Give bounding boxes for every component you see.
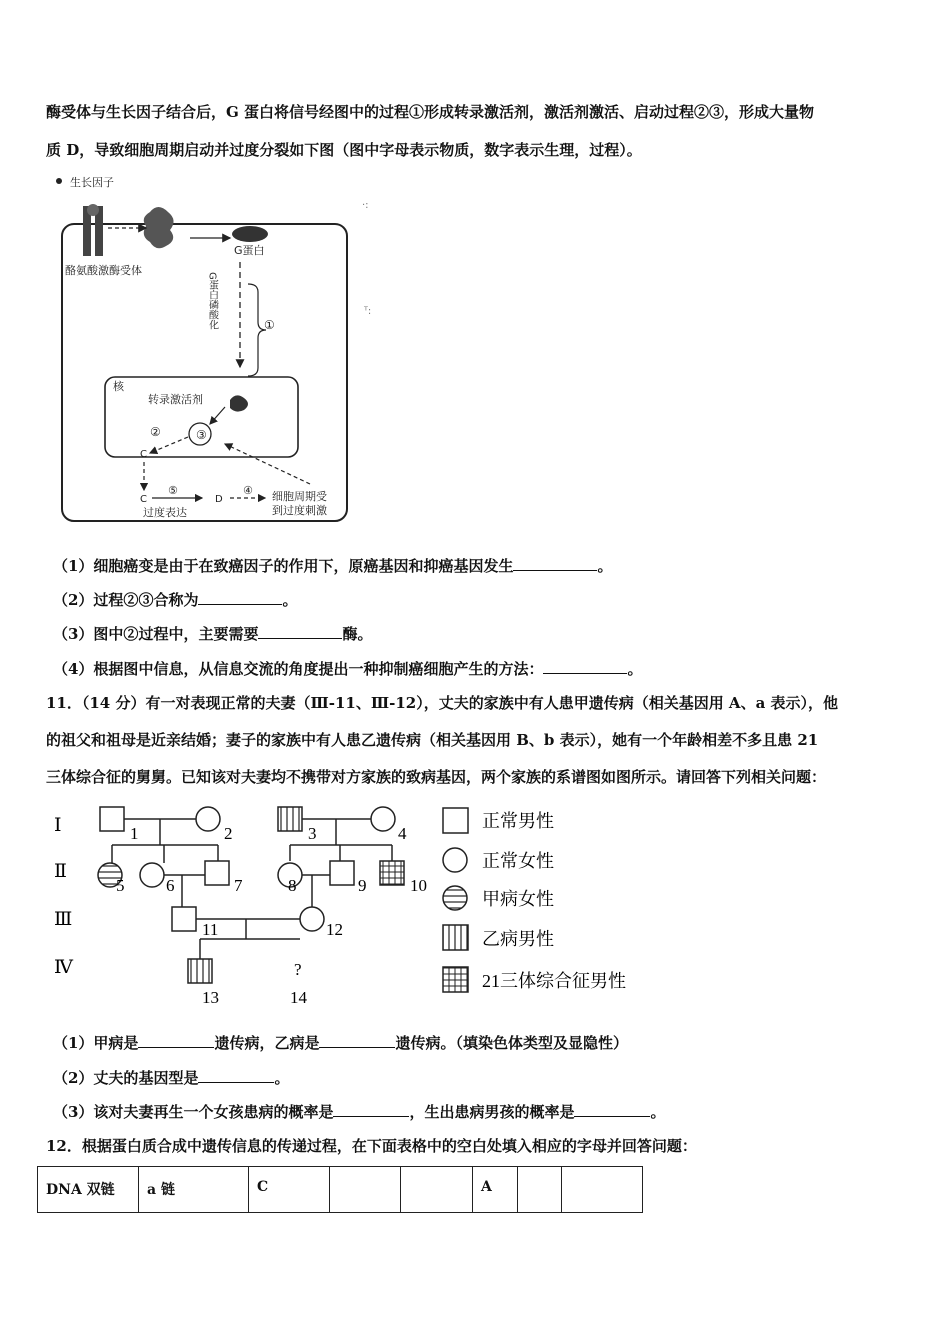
individual-4 bbox=[371, 807, 395, 831]
table-cell: DNA 双链 bbox=[38, 1167, 139, 1213]
individual-3 bbox=[278, 807, 302, 831]
process-5-label: ⑤ bbox=[168, 484, 178, 497]
table-cell bbox=[330, 1167, 401, 1213]
receptor-icon bbox=[83, 204, 103, 256]
generation-2-label: Ⅱ bbox=[54, 861, 67, 882]
legend-normal-female: 正常女性 bbox=[482, 851, 554, 871]
individual-12 bbox=[300, 907, 324, 931]
g-protein-icon bbox=[232, 226, 268, 242]
label-7: 7 bbox=[234, 876, 243, 895]
phosphorylation-label: G蛋白磷酸化 bbox=[206, 272, 218, 330]
table-cell: C bbox=[249, 1167, 330, 1213]
generation-3-label: Ⅲ bbox=[54, 909, 73, 930]
generation-4-label: Ⅳ bbox=[54, 957, 73, 978]
individual-13 bbox=[188, 959, 212, 983]
activator-label: 转录激活剂 bbox=[148, 393, 203, 406]
activator-icon bbox=[230, 395, 248, 411]
individual-1 bbox=[100, 807, 124, 831]
legend-a-female: 甲病女性 bbox=[482, 889, 554, 909]
individual-2 bbox=[196, 807, 220, 831]
q11-item-2: （2）丈夫的基因型是 。 bbox=[53, 1069, 290, 1087]
process-4-label: ④ bbox=[243, 484, 253, 497]
intro-line-1: 酶受体与生长因子结合后，G 蛋白将信号经图中的过程①形成转录激活剂，激活剂激活、启动过程②③，形成大量物 bbox=[46, 103, 815, 121]
q10-item-3: （3）图中②过程中，主要需要 酶。 bbox=[53, 625, 373, 643]
individual-9 bbox=[330, 861, 354, 885]
q10-item-2: （2）过程②③合称为 。 bbox=[53, 591, 298, 609]
label-5: 5 bbox=[116, 876, 125, 895]
process-3-label: ③ bbox=[196, 428, 207, 442]
label-8: 8 bbox=[288, 876, 297, 895]
table-cell: a 链 bbox=[139, 1167, 249, 1213]
cell-cycle-label-1: 细胞周期受 bbox=[272, 490, 327, 503]
q10-item-4: （4）根据图中信息，从信息交流的角度提出一种抑制癌细胞产生的方法： 。 bbox=[53, 660, 643, 678]
c-out-label: C bbox=[140, 494, 147, 505]
label-9: 9 bbox=[358, 876, 367, 895]
svg-text:·:: ·: bbox=[362, 200, 369, 211]
signaling-pathway-figure bbox=[50, 172, 380, 527]
legend-normal-female-icon bbox=[443, 848, 467, 872]
legend-b-male: 乙病男性 bbox=[482, 929, 554, 949]
label-12: 12 bbox=[326, 920, 343, 939]
process-2-label: ② bbox=[150, 425, 161, 439]
table-cell bbox=[562, 1167, 643, 1213]
q10-item-1: （1）细胞癌变是由于在致癌因子的作用下，原癌基因和抑癌基因发生 。 bbox=[53, 557, 613, 575]
label-1: 1 bbox=[130, 824, 139, 843]
activated-receptor-icon bbox=[144, 207, 174, 248]
table-cell: A bbox=[473, 1167, 518, 1213]
individual-10 bbox=[380, 861, 404, 885]
legend-a-female-icon bbox=[443, 886, 467, 910]
q11-line-3: 三体综合征的舅舅。已知该对夫妻均不携带对方家族的致病基因，两个家族的系谱图如图所示。请回答下列相关问题： bbox=[46, 768, 827, 786]
label-4: 4 bbox=[398, 824, 407, 843]
q11-line-1: 11．（14 分）有一对表现正常的夫妻（Ⅲ-11、Ⅲ-12），丈夫的家族中有人患甲遗传病（相关基因用 A、a 表示），他 bbox=[46, 694, 839, 712]
receptor-label: 酪氨酸激酶受体 bbox=[65, 264, 142, 277]
generation-1-label: Ⅰ bbox=[54, 815, 62, 836]
dna-table bbox=[37, 1166, 643, 1213]
overexpress-label: 过度表达 bbox=[143, 506, 187, 519]
individual-6 bbox=[140, 863, 164, 887]
individual-11 bbox=[172, 907, 196, 931]
q12-line-1: 12．根据蛋白质合成中遗传信息的传递过程，在下面表格中的空白处填入相应的字母并回答问题： bbox=[46, 1137, 697, 1155]
intro-line-2: 质 D，导致细胞周期启动并过度分裂如下图（图中字母表示物质，数字表示生理，过程）。 bbox=[46, 141, 642, 159]
legend-normal-male-icon bbox=[443, 808, 468, 833]
table-cell bbox=[401, 1167, 473, 1213]
label-14: 14 bbox=[290, 988, 307, 1007]
legend-21-male: 21三体综合征男性 bbox=[482, 971, 626, 991]
table-row bbox=[38, 1167, 643, 1213]
q11-item-3: （3）该对夫妻再生一个女孩患病的概率是 ，生出患病男孩的概率是 。 bbox=[53, 1103, 666, 1121]
q11-line-2: 的祖父和祖母是近亲结婚；妻子的家族中有人患乙遗传病（相关基因用 B、b 表示），她有一个年龄相差不多且患 21 bbox=[46, 731, 819, 749]
g-protein-label: G蛋白 bbox=[234, 244, 265, 257]
legend-b-male-icon bbox=[443, 925, 468, 950]
q11-item-1: （1）甲病是 遗传病，乙病是 遗传病。（填染色体类型及显隐性） bbox=[53, 1034, 628, 1052]
d-label: D bbox=[215, 494, 223, 505]
table-cell bbox=[518, 1167, 562, 1213]
label-10: 10 bbox=[410, 876, 427, 895]
growth-factor-label: 生长因子 bbox=[70, 176, 114, 189]
individual-7 bbox=[205, 861, 229, 885]
label-13: 13 bbox=[202, 988, 219, 1007]
unknown-label: ? bbox=[294, 960, 302, 979]
svg-text:ᵀ:: ᵀ: bbox=[364, 306, 372, 317]
label-2: 2 bbox=[224, 824, 233, 843]
nucleus-label: 核 bbox=[113, 380, 124, 393]
process-1-label: ① bbox=[264, 318, 275, 332]
legend-normal-male: 正常男性 bbox=[482, 811, 554, 831]
cell-cycle-label-2: 到过度刺激 bbox=[272, 504, 327, 517]
legend-21-male-icon bbox=[443, 967, 468, 992]
label-6: 6 bbox=[166, 876, 175, 895]
label-11: 11 bbox=[202, 920, 219, 939]
label-3: 3 bbox=[308, 824, 317, 843]
c-mid-label: C bbox=[140, 449, 147, 460]
pedigree-chart bbox=[50, 803, 660, 1008]
